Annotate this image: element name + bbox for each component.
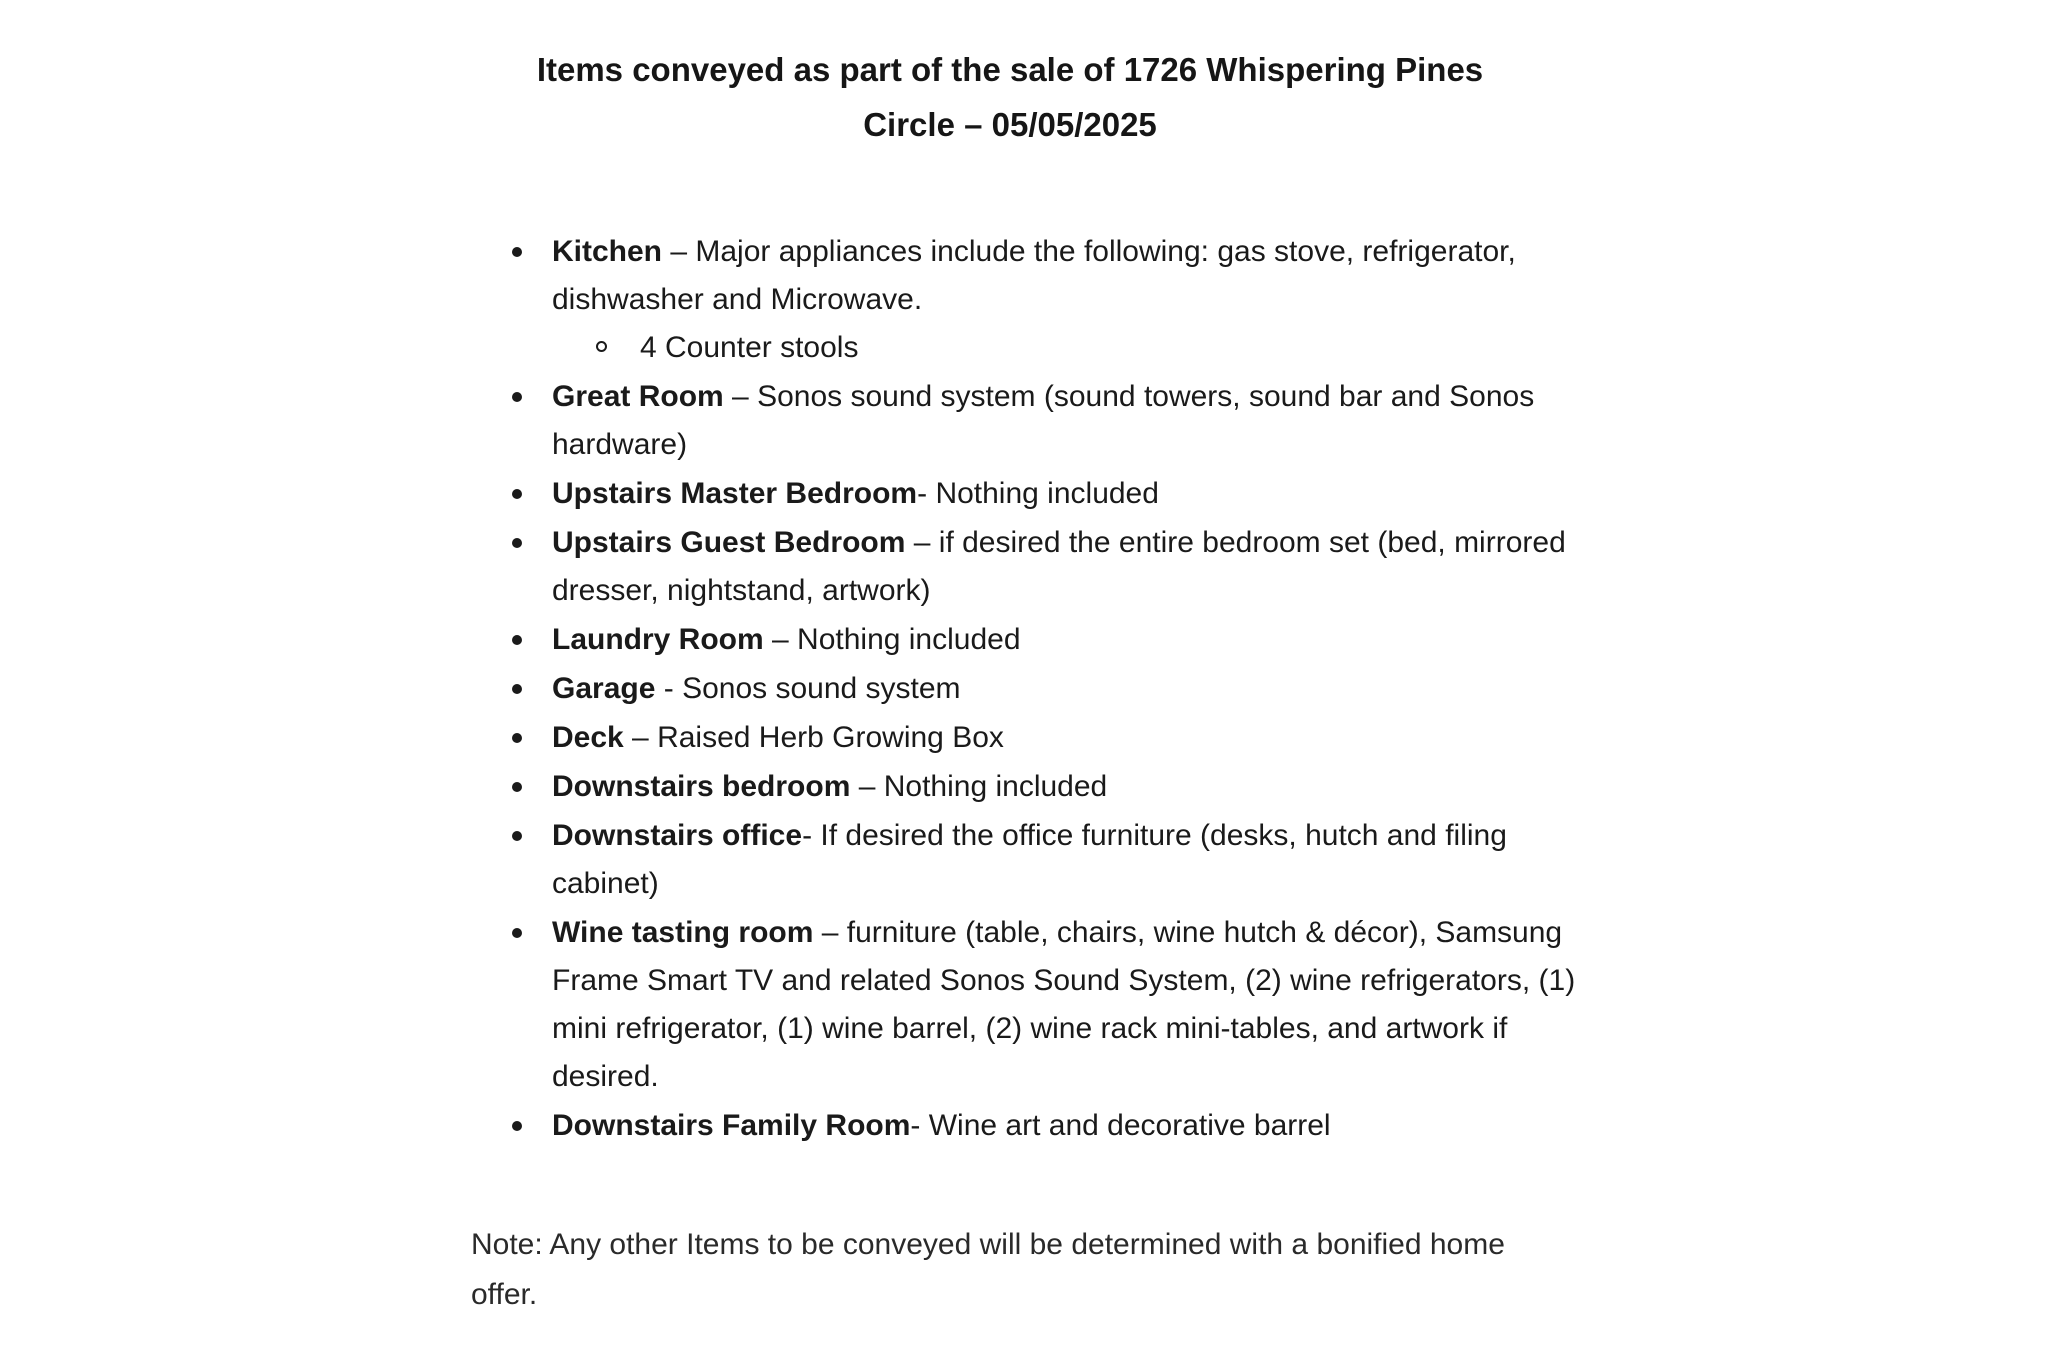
hollow-bullet-icon: [596, 341, 607, 352]
item-description: Nothing included: [883, 770, 1108, 803]
sub-list-item: [596, 324, 1612, 372]
list-item-laundry-room: [512, 616, 1612, 664]
room-name: Great Room: [552, 380, 724, 413]
room-name: Kitchen: [552, 235, 663, 268]
item-description: furniture (table, chairs, wine hutch & décor), Samsung Frame Smart TV and related Sonos Sound System, (2) wine refrigerators, (1) mini refrigerator, (1) wine barrel, (2) wine rack mini-tables, and artwork if desired.: [552, 916, 1576, 1093]
room-name: Laundry Room: [552, 623, 764, 656]
bullet-icon: [512, 782, 522, 792]
room-name: Downstairs bedroom: [552, 770, 851, 803]
list-item-upstairs-guest-bedroom: [512, 519, 1612, 615]
item-separator: –: [850, 770, 884, 803]
room-name: Upstairs Master Bedroom: [552, 477, 918, 510]
list-item-downstairs-family-room: [512, 1102, 1612, 1150]
title-line-1: Items conveyed as part of the sale of 1726 Whispering Pines: [536, 51, 1484, 88]
item-separator: –: [623, 721, 658, 754]
item-description: Sonos sound system (sound towers, sound bar and Sonos hardware): [552, 380, 1535, 461]
list-item-downstairs-bedroom: [512, 763, 1612, 811]
bullet-icon: [512, 247, 522, 257]
item-description: Raised Herb Growing Box: [657, 721, 1004, 754]
room-name: Garage: [552, 672, 656, 705]
list-item-downstairs-office: [512, 812, 1612, 908]
sub-item-text: 4 Counter stools: [640, 331, 859, 364]
item-description: if desired the entire bedroom set (bed, mirrored dresser, nightstand, artwork): [552, 526, 1566, 607]
document-note: Note: Any other Items to be conveyed will be determined with a bonified home offer.: [471, 1228, 1505, 1311]
bullet-icon: [512, 684, 522, 694]
item-separator: –: [662, 235, 696, 268]
item-separator: -: [655, 672, 683, 705]
title-line-2: Circle – 05/05/2025: [863, 106, 1157, 143]
item-separator: –: [723, 380, 758, 413]
list-item-kitchen: [512, 228, 1612, 372]
conveyed-items-list: [512, 228, 1612, 1151]
item-separator: –: [763, 623, 798, 656]
bullet-icon: [512, 1121, 522, 1131]
bullet-icon: [512, 489, 522, 499]
bullet-icon: [512, 928, 522, 938]
item-separator: -: [917, 477, 936, 510]
list-item-wine-tasting-room: [512, 909, 1612, 1101]
item-separator: -: [802, 819, 821, 852]
list-item-upstairs-master-bedroom: [512, 470, 1612, 518]
item-description: If desired the office furniture (desks, hutch and filing cabinet): [552, 819, 1507, 900]
list-item-garage: [512, 665, 1612, 713]
room-name: Wine tasting room: [552, 916, 814, 949]
list-item-great-room: [512, 373, 1612, 469]
item-description: Major appliances include the following: gas stove, refrigerator, dishwasher and Microwave.: [552, 235, 1516, 316]
bullet-icon: [512, 635, 522, 645]
room-name: Downstairs Family Room: [552, 1109, 911, 1142]
bullet-icon: [512, 733, 522, 743]
room-name: Deck: [552, 721, 624, 754]
room-name: Downstairs office: [552, 819, 803, 852]
item-description: Sonos sound system: [682, 672, 961, 705]
bullet-icon: [512, 831, 522, 841]
list-item-deck: [512, 714, 1612, 762]
item-description: Nothing included: [935, 477, 1159, 510]
item-description: Wine art and decorative barrel: [928, 1109, 1331, 1142]
kitchen-sub-list: [552, 324, 1612, 372]
bullet-icon: [512, 538, 522, 548]
item-separator: -: [910, 1109, 929, 1142]
bullet-icon: [512, 392, 522, 402]
document-title: [470, 42, 1550, 152]
item-description: Nothing included: [797, 623, 1021, 656]
item-separator: –: [813, 916, 847, 949]
room-name: Upstairs Guest Bedroom: [552, 526, 906, 559]
item-separator: –: [905, 526, 939, 559]
